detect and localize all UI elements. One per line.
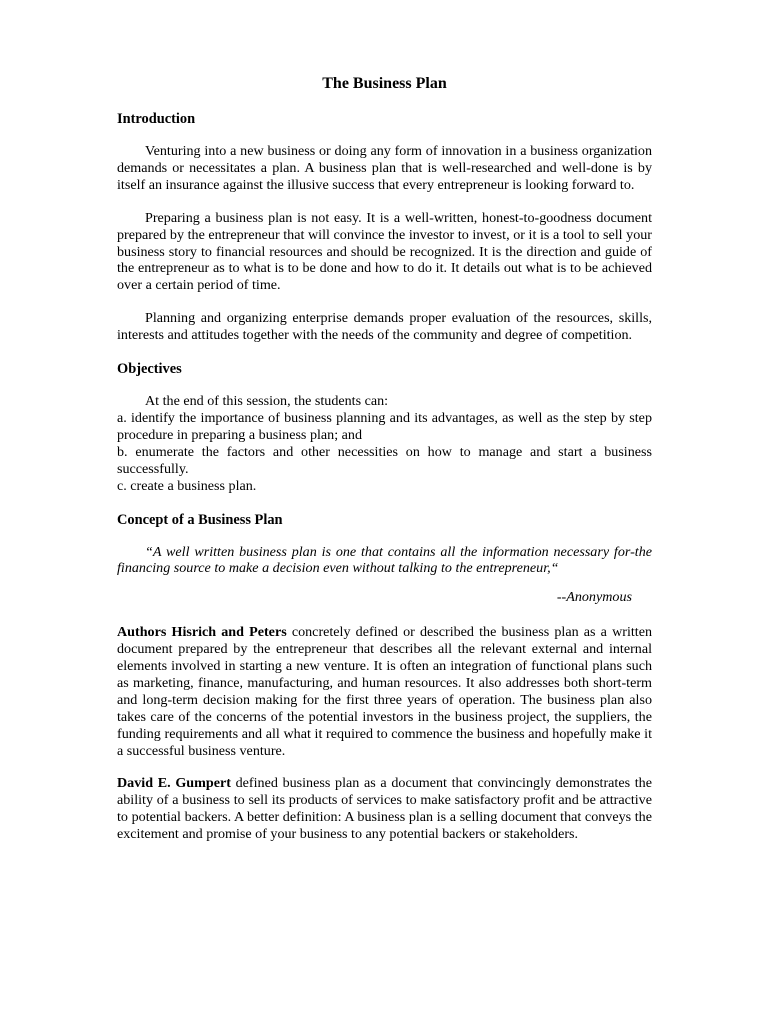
concept-heading: Concept of a Business Plan	[117, 511, 283, 528]
objective-item-b: b. enumerate the factors and other necessities on how to manage and start a business successfully.	[117, 443, 652, 477]
definition-author: David E. Gumpert	[117, 775, 231, 792]
definition-text: concretely defined or described the business plan as a written document prepared by the entrepreneur that describes all the relevant external and internal elements involved in starting a new venture. It is often an integration of functional plans such as marketing, finance, manufacturing, and human resources. It also addresses both short-term and long-term decision making for the first three years of operation. The business plan also takes care of the concerns of the potential investors in the business project, the suppliers, the funding requirements and all what it required to commence the business and hopefully make it a successful business venture.	[117, 624, 653, 759]
introduction-paragraph-3: Planning and organizing enterprise demands proper evaluation of the resources, skills, interests and attitudes together with the needs of the community and degree of competition.	[117, 310, 652, 344]
objectives-list	[117, 393, 652, 494]
definition-text: defined business plan as a document that convincingly demonstrates the ability of a business to sell its products of services to make satisfactory profit and be attractive to potential backers. A better definition: A business plan is a selling document that conveys the excitement and promise of your business to any potential backers or stakeholders.	[117, 775, 652, 843]
definition-paragraph-hisrich-peters	[117, 624, 652, 759]
objectives-intro: At the end of this session, the students can:	[145, 393, 389, 410]
quote-author: --Anonymous	[556, 589, 632, 606]
concept-quote: “A well written business plan is one that contains all the information necessary for-the financing source to make a decision even without talking to the entrepreneur,“	[117, 543, 652, 577]
objective-item-a: a. identify the importance of business planning and its advantages, as well as the step by step procedure in preparing a business plan; and	[117, 409, 652, 443]
document-page	[117, 74, 652, 859]
definition-author: Authors Hisrich and Peters	[117, 624, 287, 641]
objective-item-c: c. create a business plan.	[117, 477, 257, 494]
introduction-heading: Introduction	[117, 111, 196, 127]
objectives-heading: Objectives	[117, 361, 182, 378]
introduction-paragraph-1: Venturing into a new business or doing any form of innovation in a business organization demands or necessitates a plan. A business plan that is well-researched and well-done is by itself an insurance against the illusive success that every entrepreneur is looking forward to.	[117, 143, 652, 193]
introduction-paragraph-2: Preparing a business plan is not easy. It is a well-written, honest-to-goodness document prepared by the entrepreneur that will convince the investor to invest, or it is a tool to sell your business story to financial resources and should be recognized. It is the direction and guide of the entrepreneur as to what is to be done and how to do it. It details out what is to be achieved over a certain period of time.	[117, 209, 652, 294]
definition-paragraph-gumpert	[117, 775, 652, 843]
document-title: The Business Plan	[322, 75, 447, 92]
